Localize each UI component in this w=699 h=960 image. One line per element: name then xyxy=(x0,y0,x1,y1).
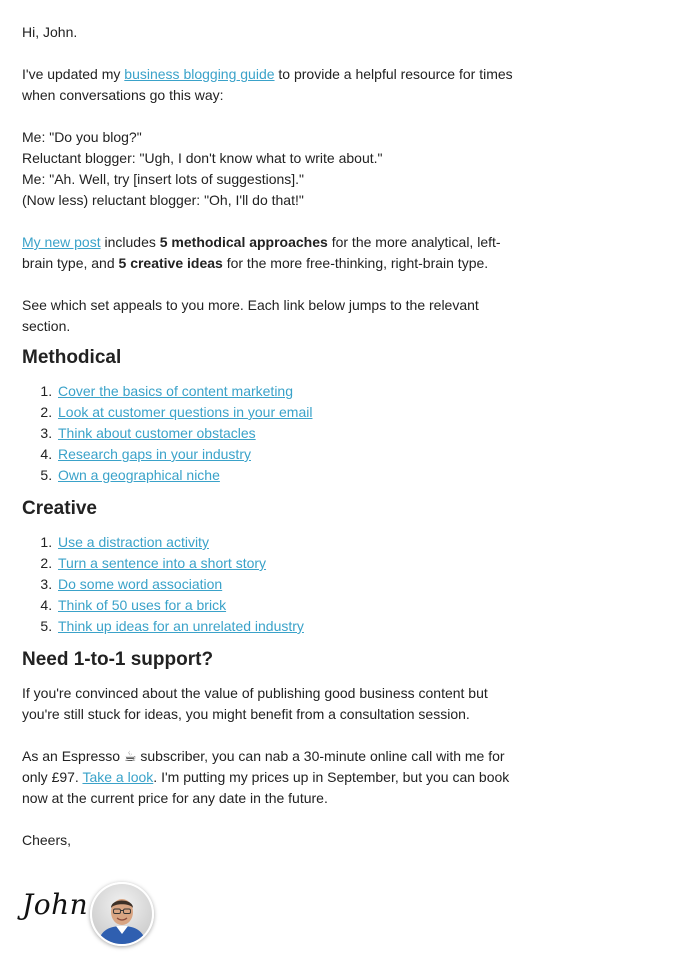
support-paragraph: If you're convinced about the value of publishing good business content but you're still stuck for ideas, you might benefit from a consultation session. xyxy=(22,685,488,722)
greeting: Hi, John. xyxy=(22,24,78,40)
list-item xyxy=(56,532,522,553)
new-post-text: includes xyxy=(100,234,160,250)
dialogue-line: Me: "Ah. Well, try [insert lots of suggestions]." xyxy=(22,171,305,187)
dialogue-line: (Now less) reluctant blogger: "Oh, I'll do that!" xyxy=(22,192,304,208)
methodical-list xyxy=(22,381,522,486)
dialogue-line: Reluctant blogger: "Ugh, I don't know what to write about." xyxy=(22,150,383,166)
list-item xyxy=(56,381,522,402)
list-item xyxy=(56,423,522,444)
signoff: Cheers, xyxy=(22,832,72,848)
list-item xyxy=(56,465,522,486)
dialogue-line: Me: "Do you blog?" xyxy=(22,129,142,145)
methodical-heading: Methodical xyxy=(22,347,122,368)
take-a-look-link[interactable]: Take a look xyxy=(82,769,154,785)
creative-link[interactable]: Do some word association xyxy=(58,576,223,592)
methodical-count: 5 methodical approaches xyxy=(159,234,328,250)
creative-link[interactable]: Think of 50 uses for a brick xyxy=(58,597,227,613)
support-heading: Need 1-to-1 support? xyxy=(22,649,214,670)
new-post-text: for the more free-thinking, right-brain type. xyxy=(222,255,489,271)
dialogue-block xyxy=(22,127,522,211)
methodical-link[interactable]: Look at customer questions in your email xyxy=(58,404,313,420)
list-item xyxy=(56,553,522,574)
espresso-text-after: . I'm putting my prices up in September, but you can book now at the current price for any date in the future. xyxy=(22,769,510,806)
intro-text-after: to provide a helpful resource for times when conversations go this way: xyxy=(22,66,513,103)
email-body xyxy=(22,22,522,872)
business-blogging-guide-link[interactable]: business blogging guide xyxy=(124,66,275,82)
list-item xyxy=(56,616,522,637)
methodical-link[interactable]: Research gaps in your industry xyxy=(58,446,251,462)
creative-link[interactable]: Turn a sentence into a short story xyxy=(58,555,267,571)
intro-paragraph xyxy=(22,64,522,106)
list-item xyxy=(56,444,522,465)
creative-count: 5 creative ideas xyxy=(118,255,223,271)
new-post-paragraph xyxy=(22,232,522,274)
signature-name: John xyxy=(22,888,89,921)
list-item xyxy=(56,574,522,595)
creative-heading: Creative xyxy=(22,498,97,519)
methodical-link[interactable]: Cover the basics of content marketing xyxy=(58,383,294,399)
see-which-paragraph: See which set appeals to you more. Each link below jumps to the relevant section. xyxy=(22,297,479,334)
list-item xyxy=(56,595,522,616)
new-post-link[interactable]: My new post xyxy=(22,234,101,250)
intro-text-before: I've updated my xyxy=(22,66,125,82)
methodical-link[interactable]: Own a geographical niche xyxy=(58,467,220,483)
methodical-link[interactable]: Think about customer obstacles xyxy=(58,425,256,441)
creative-link[interactable]: Think up ideas for an unrelated industry xyxy=(58,618,304,634)
signature-block xyxy=(22,880,222,950)
creative-link[interactable]: Use a distraction activity xyxy=(58,534,209,550)
espresso-paragraph xyxy=(22,746,522,809)
creative-list xyxy=(22,532,522,637)
avatar xyxy=(90,882,154,946)
new-post-text: for the more analytical, left-brain type, and xyxy=(22,234,501,271)
list-item xyxy=(56,402,522,423)
avatar-portrait-icon xyxy=(92,884,152,944)
espresso-text-before: As an Espresso ☕ subscriber, you can nab a 30-minute online call with me for only £97. xyxy=(22,748,505,785)
